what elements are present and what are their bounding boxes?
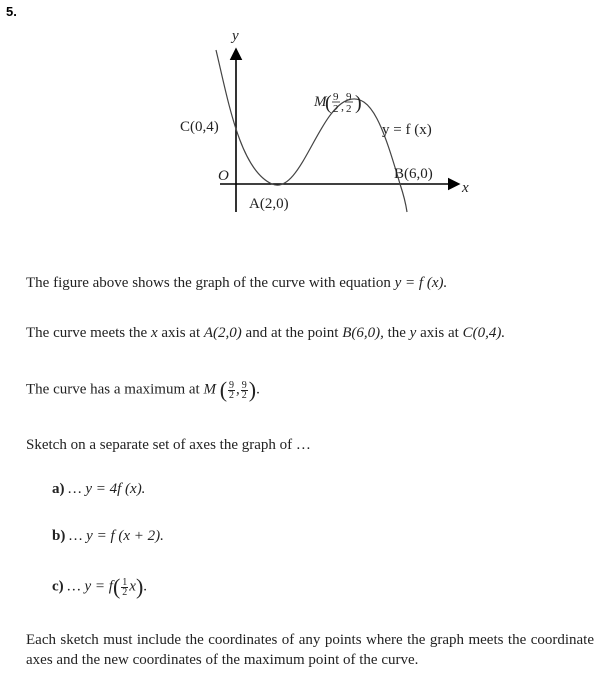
item-c: c) … y = f( $\frac{1}{2}$ x).	[52, 574, 148, 599]
y-axis-label: y	[232, 28, 239, 44]
final-paragraph: Each sketch must include the coordinates of any points where the graph meets the coordinate axes and the new coordinates of the maximum point of the curve.	[26, 632, 594, 668]
item-a: a) … y = 4f (x).	[52, 481, 146, 497]
point-m-label	[313, 91, 362, 115]
svg-text:,: ,	[341, 99, 344, 113]
svg-text:9: 9	[333, 91, 339, 103]
svg-text:9: 9	[346, 91, 352, 103]
question-number: 5.	[6, 4, 17, 19]
origin-label: O	[218, 168, 229, 184]
point-b-label: B(6,0)	[394, 166, 433, 182]
curve-path	[216, 50, 407, 212]
x-axis-label: x	[462, 180, 469, 196]
svg-text:M: M	[314, 94, 327, 110]
description-line-3: The curve has a maximum at M ( $\frac{9}{2}$ , $\frac{9}{2}$ ).	[26, 377, 260, 402]
description-line-2: The curve meets the x axis at A(2,0) and at the point B(6,0), the y axis at C(0,4).	[26, 325, 506, 341]
item-b: b) … y = f (x + 2).	[52, 528, 164, 544]
curve-equation-label: y = f (x)	[382, 122, 432, 138]
svg-text:2: 2	[333, 103, 339, 115]
point-a-label: A(2,0)	[249, 196, 289, 212]
svg-text:): )	[355, 92, 362, 114]
curve-graph	[0, 0, 600, 230]
sketch-intro: Sketch on a separate set of axes the graph of …	[26, 437, 311, 453]
point-c-label: C(0,4)	[180, 119, 219, 135]
svg-text:2: 2	[346, 103, 352, 115]
description-line-1: The figure above shows the graph of the curve with equation y = f (x).	[26, 275, 448, 291]
svg-text:(: (	[325, 92, 332, 114]
